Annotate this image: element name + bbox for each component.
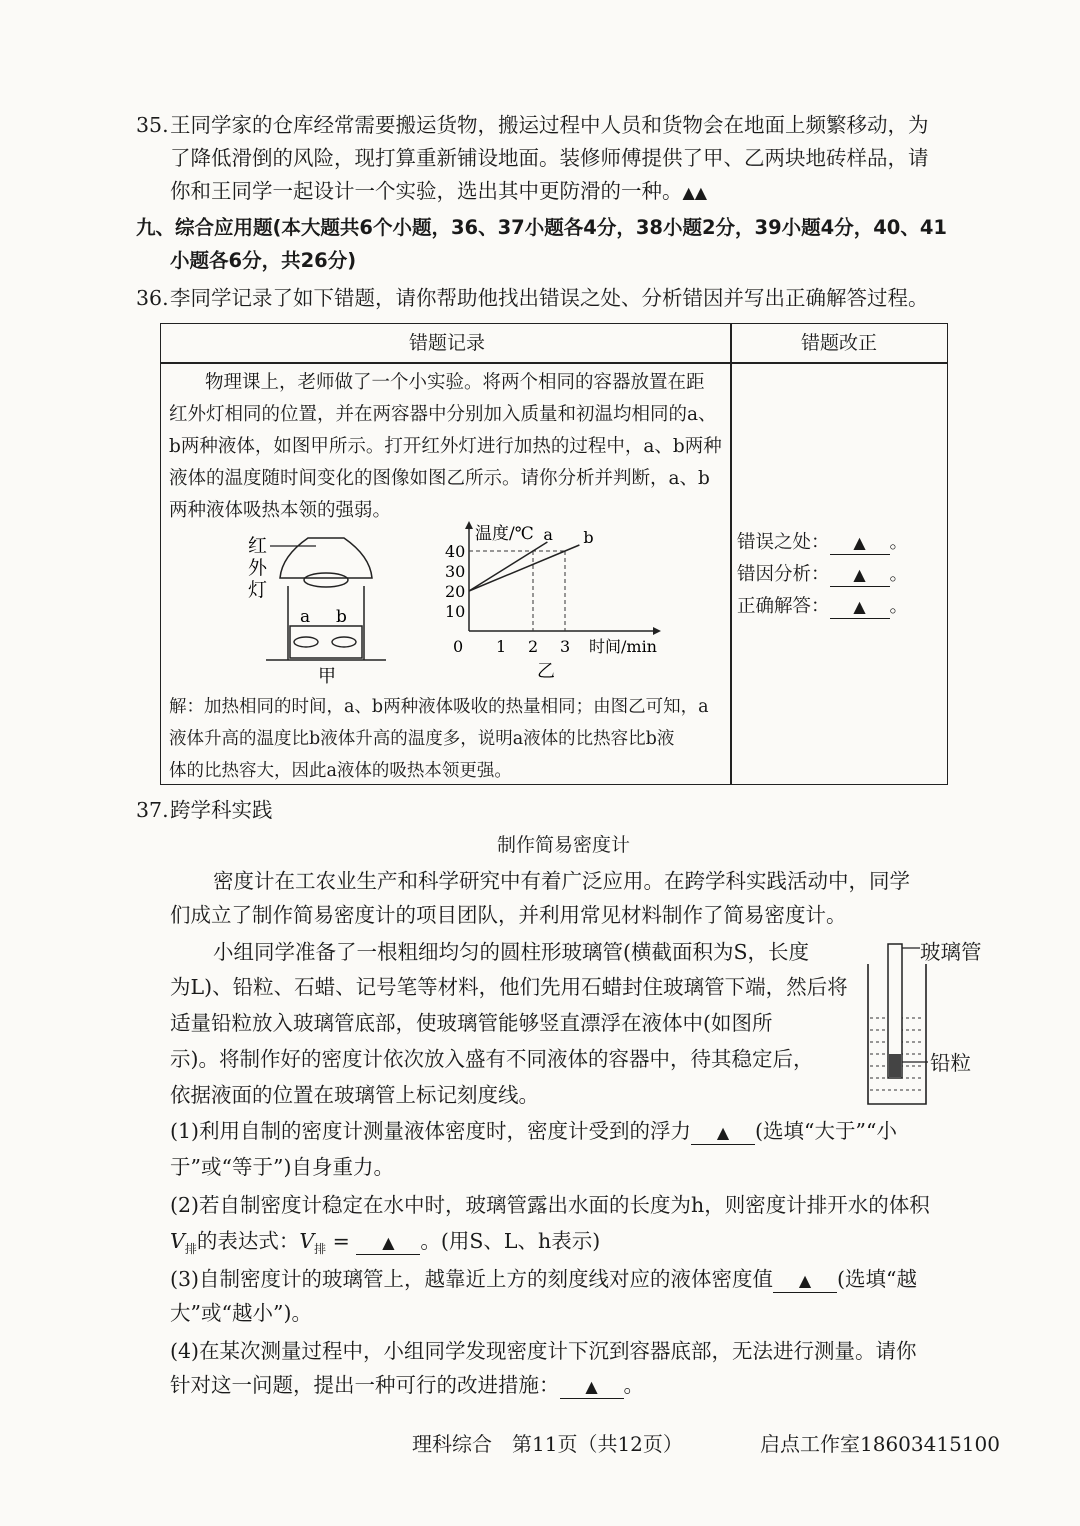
sub-question-2: (2)若自制密度计稳定在水中时，玻璃管露出水面的长度为h，则密度计排开水的体积 bbox=[170, 1193, 930, 1217]
lamp-bulb bbox=[304, 573, 348, 587]
y-tick-label: 20 bbox=[445, 582, 466, 601]
page-footer-info: 理科综合 第11页（共12页） bbox=[412, 1432, 683, 1456]
footer-studio-contact: 启点工作室18603415100 bbox=[760, 1432, 1000, 1456]
problem-text: 液体的温度随时间变化的图像如图乙所示。请你分析并判断，a、b bbox=[169, 468, 710, 489]
sub-question-3: 大”或“越小”)。 bbox=[170, 1301, 312, 1325]
series-line-a bbox=[469, 542, 547, 591]
lead-label: 铅粒 bbox=[930, 1051, 971, 1075]
section-title: 小题各6分，共26分) bbox=[170, 249, 357, 272]
answer-blank[interactable]: ▲ bbox=[691, 1120, 755, 1145]
sub-question-3: (3)自制密度计的玻璃管上，越靠近上方的刻度线对应的液体密度值 ▲ (选填“越 bbox=[170, 1267, 918, 1291]
answer-blank[interactable]: ▲ bbox=[773, 1268, 837, 1293]
problem-text: b两种液体，如图甲所示。打开红外灯进行加热的过程中，a、b两种 bbox=[169, 436, 722, 457]
problem-text: 物理课上，老师做了一个小实验。将两个相同的容器放置在距 bbox=[205, 372, 705, 393]
answer-mark: ▲▲ bbox=[682, 183, 708, 202]
lead-pellets bbox=[889, 1054, 901, 1077]
lamp-label: 红 bbox=[248, 535, 268, 557]
correction-error-location: 错误之处： ▲ 。 bbox=[737, 532, 909, 553]
answer-blank[interactable]: ▲ bbox=[830, 596, 890, 619]
question-text: 了降低滑倒的风险，现打算重新铺设地面。装修师傅提供了甲、乙两块地砖样品，请 bbox=[170, 146, 929, 170]
table-header: 错题改正 bbox=[801, 332, 878, 354]
figure-caption: 乙 bbox=[537, 661, 555, 682]
question-text: 李同学记录了如下错题，请你帮助他找出错误之处、分析错因并写出正确解答过程。 bbox=[170, 286, 929, 310]
tube-label: 玻璃管 bbox=[920, 940, 982, 964]
article-text: 小组同学准备了一根粗细均匀的圆柱形玻璃管(横截面积为S，长度 bbox=[213, 940, 810, 964]
correction-correct-answer: 正确解答： ▲ 。 bbox=[737, 596, 909, 617]
y-tick-label: 30 bbox=[445, 562, 466, 581]
article-text: 密度计在工农业生产和科学研究中有着广泛应用。在跨学科实践活动中，同学 bbox=[213, 869, 910, 893]
problem-text: 红外灯相同的位置，并在两容器中分别加入质量和初温均相同的a、 bbox=[169, 404, 717, 425]
lamp-label: 外 bbox=[248, 557, 268, 579]
y-axis-label: 温度/℃ bbox=[475, 524, 534, 544]
sub-question-4: 针对这一问题，提出一种可行的改进措施： ▲ 。 bbox=[170, 1373, 644, 1397]
lamp-shade bbox=[280, 538, 372, 578]
section-title: 九、综合应用题(本大题共6个小题，36、37小题各4分，38小题2分，39小题4分，40、41 bbox=[136, 216, 948, 239]
table-header: 错题记录 bbox=[409, 332, 486, 354]
x-tick-label: 2 bbox=[528, 637, 539, 656]
x-axis-label: 时间/min bbox=[589, 637, 657, 656]
question-number: 37. bbox=[136, 798, 169, 822]
question-title: 跨学科实践 bbox=[170, 798, 273, 822]
stand bbox=[290, 626, 362, 658]
question-number: 35. bbox=[136, 113, 169, 137]
sub-question-1: 于”或“等于”)自身重力。 bbox=[170, 1155, 394, 1179]
answer-blank[interactable]: ▲ bbox=[830, 532, 890, 555]
question-text: 你和王同学一起设计一个实验，选出其中更防滑的一种。▲▲ bbox=[170, 179, 708, 203]
x-tick-label: 3 bbox=[560, 637, 571, 656]
series-line-b bbox=[469, 545, 579, 591]
error-record-table bbox=[160, 323, 948, 785]
liquid-b-label: b bbox=[336, 607, 347, 627]
x-tick-label: 1 bbox=[496, 637, 507, 656]
sub-question-4: (4)在某次测量过程中，小组同学发现密度计下沉到容器底部，无法进行测量。请你 bbox=[170, 1339, 917, 1363]
article-text: 适量铅粒放入玻璃管底部，使玻璃管能够竖直漂浮在液体中(如图所 bbox=[170, 1011, 773, 1035]
lamp-label: 灯 bbox=[248, 579, 268, 601]
article-text: 示)。将制作好的密度计依次放入盛有不同液体的容器中，待其稳定后， bbox=[170, 1047, 814, 1071]
solution-text: 体的比热容大，因此a液体的吸热本领更强。 bbox=[169, 761, 512, 781]
figure-caption: 甲 bbox=[318, 666, 336, 687]
question-text: 王同学家的仓库经常需要搬运货物，搬运过程中人员和货物会在地面上频繁移动，为 bbox=[170, 113, 929, 137]
sub-question-1: (1)利用自制的密度计测量液体密度时，密度计受到的浮力 ▲ (选填“大于”“小 bbox=[170, 1119, 897, 1143]
correction-error-cause: 错因分析： ▲ 。 bbox=[737, 564, 909, 585]
container-a bbox=[294, 637, 318, 647]
article-subtitle: 制作简易密度计 bbox=[497, 834, 631, 856]
origin-label: 0 bbox=[453, 637, 464, 656]
answer-blank[interactable]: ▲ bbox=[356, 1230, 420, 1255]
liquid-a-label: a bbox=[300, 607, 311, 627]
problem-text: 两种液体吸热本领的强弱。 bbox=[169, 500, 392, 521]
sub-question-2: $V_排$的表达式：$V_排$ = ▲ 。(用S、L、h表示) bbox=[170, 1229, 601, 1257]
y-tick-label: 40 bbox=[445, 542, 466, 561]
article-text: 依据液面的位置在玻璃管上标记刻度线。 bbox=[170, 1083, 539, 1107]
question-number: 36. bbox=[136, 286, 169, 310]
figure-jia bbox=[236, 524, 406, 694]
figure-yi-chart bbox=[431, 519, 661, 689]
series-label-b: b bbox=[583, 528, 594, 547]
answer-blank[interactable]: ▲ bbox=[830, 564, 890, 587]
series-label-a: a bbox=[543, 525, 553, 544]
solution-text: 液体升高的温度比b液体升高的温度多，说明a液体的比热容比b液 bbox=[169, 729, 675, 749]
answer-blank[interactable]: ▲ bbox=[560, 1374, 624, 1399]
article-text: 为L)、铅粒、石蜡、记号笔等材料，他们先用石蜡封住玻璃管下端，然后将 bbox=[170, 975, 848, 999]
solution-text: 解：加热相同的时间，a、b两种液体吸收的热量相同；由图乙可知，a bbox=[169, 697, 709, 717]
container-b bbox=[332, 637, 356, 647]
article-text: 们成立了制作简易密度计的项目团队，并利用常见材料制作了简易密度计。 bbox=[170, 903, 847, 927]
y-tick-label: 10 bbox=[445, 602, 466, 621]
